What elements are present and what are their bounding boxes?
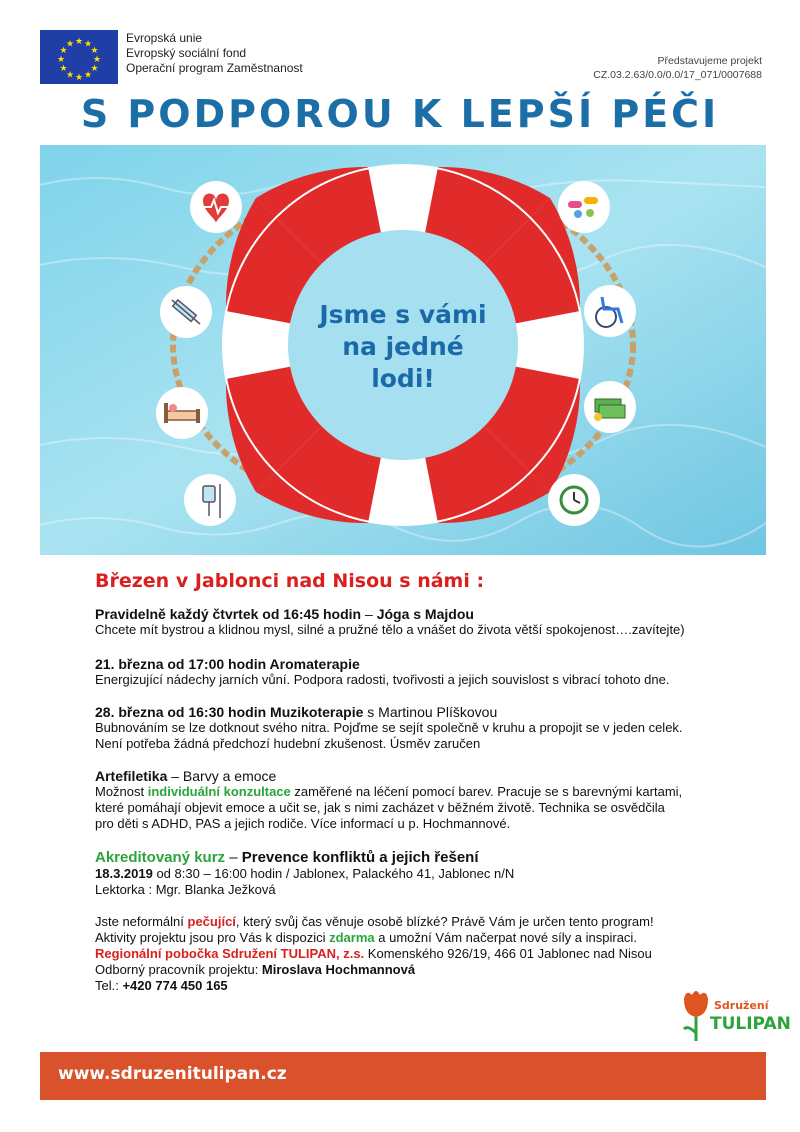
event-course: Akreditovaný kurz – Prevence konfliktů a jejich řešení 18.3.2019 od 8:30 – 16:00 hodin / Jablonex, Palackého 41, Jablonec n/N Lektorka : Mgr. Blanka Ježková (95, 850, 735, 898)
closing-info (95, 914, 735, 994)
aroma-text: Energizující nádechy jarních vůní. Podpora radosti, tvořivosti a jejich souvislost s vibrací tohoto dne. (95, 672, 670, 687)
course-lecturer: Lektorka : Mgr. Blanka Ježková (95, 882, 276, 897)
svg-text:★: ★ (92, 55, 102, 65)
eu-funding-text (126, 31, 303, 76)
music-text-1: Bubnováním se lze dotknout svého nitra. Pojďme se sejít společně v kruhu a propojit se v jeden celek. (95, 720, 683, 735)
svg-text:★: ★ (74, 37, 84, 47)
closing-line-4: Odborný pracovník projektu: Miroslava Hochmannová (95, 962, 416, 977)
main-title: S PODPOROU K LEPŠÍ PÉČI (80, 92, 720, 136)
wheelchair-icon (584, 285, 636, 337)
section-title: Březen v Jablonci nad Nisou s námi : (95, 570, 485, 592)
logo-line-1: Sdružení (714, 999, 769, 1012)
eu-line-1: Evropská unie (126, 31, 203, 45)
hero-slogan-line-3: lodi! (371, 364, 435, 393)
yoga-name: Jóga s Majdou (376, 606, 474, 622)
course-label: Akreditovaný kurz (95, 849, 226, 866)
hero-slogan-line-1: Jsme s vámi (319, 300, 487, 329)
eu-flag-logo (40, 30, 118, 84)
svg-text:★: ★ (59, 64, 68, 74)
eu-line-3: Operační program Zaměstnanost (126, 61, 303, 75)
tulipan-logo (680, 985, 791, 1045)
closing-line-1: Jste neformální pečující, který svůj čas věnuje osobě blízké? Právě Vám je určen tento program! (95, 914, 654, 929)
pills-icon (558, 181, 610, 233)
event-aromatherapy (95, 656, 735, 688)
footer-bar (40, 1052, 766, 1100)
closing-line-5: Tel.: +420 774 450 165 (95, 978, 228, 993)
hero-illustration (40, 145, 766, 555)
hero-slogan-line-2: na jedné (342, 332, 464, 361)
alarm-clock-icon (548, 474, 600, 526)
art-text-2: které pomáhají objevit emoce a učit se, jak s nimi zacházet v běžném životě. Technika se osvědčila (95, 800, 665, 815)
svg-text:★: ★ (83, 70, 93, 81)
syringe-icon (160, 286, 212, 338)
course-title: Prevence konfliktů a jejich řešení (241, 849, 479, 866)
bed-icon (156, 387, 208, 439)
art-heading-rest: – Barvy a emoce (167, 768, 277, 784)
footer-url-link[interactable]: www.sdruzenitulipan.cz (58, 1064, 287, 1084)
svg-text:★: ★ (65, 39, 75, 50)
svg-text:★: ★ (90, 64, 99, 74)
project-info (593, 54, 762, 82)
money-icon (584, 381, 636, 433)
event-artefiletika (95, 768, 735, 832)
art-text-1: Možnost individuální konzultace zaměřené na léčení pomocí barev. Pracuje se s barevnými kartami, (95, 784, 683, 799)
svg-text:★: ★ (59, 46, 68, 56)
yoga-dash: – (361, 606, 377, 622)
svg-text:★: ★ (56, 55, 66, 65)
iv-drip-icon (184, 474, 236, 526)
event-music-therapy (95, 704, 735, 752)
project-intro: Představujeme projekt (657, 55, 762, 67)
eu-line-2: Evropský sociální fond (126, 46, 247, 60)
svg-text:★: ★ (65, 70, 75, 81)
aroma-heading: 21. března od 17:00 hodin Aromaterapie (95, 656, 360, 672)
music-text-2: Není potřeba žádná předchozí hudební zkušenost. Úsměv zaručen (95, 736, 481, 751)
event-yoga (95, 606, 735, 638)
music-heading: 28. března od 16:30 hodin Muzikoterapie (95, 704, 364, 720)
yoga-text: Chcete mít bystrou a klidnou mysl, silné a pružné tělo a vnášet do života větší spokojenost….zavítejte) (95, 622, 685, 637)
art-text-3: pro děti s ADHD, PAS a jejich rodiče. Více informací u p. Hochmannové. (95, 816, 511, 831)
music-heading-rest: s Martinou Plíškovou (363, 704, 498, 720)
svg-text:★: ★ (74, 73, 84, 83)
project-code: CZ.03.2.63/0.0/0.0/17_071/0007688 (593, 69, 762, 81)
art-heading: Artefiletika (95, 768, 168, 784)
closing-line-2: Aktivity projektu jsou pro Vás k dispozici zdarma a umožní Vám načerpat nové síly a inspiraci. (95, 930, 637, 945)
closing-line-3: Regionální pobočka Sdružení TULIPAN, z.s. Komenského 926/19, 466 01 Jablonec nad Nisou (95, 946, 652, 961)
art-highlight: individuální konzultace (147, 784, 291, 799)
svg-text:★: ★ (90, 46, 99, 56)
yoga-heading: Pravidelně každý čtvrtek od 16:45 hodin (95, 606, 362, 622)
tulip-icon (684, 991, 708, 1017)
course-date-line: 18.3.2019 od 8:30 – 16:00 hodin / Jablonex, Palackého 41, Jablonec n/N (95, 866, 515, 881)
logo-line-2: TULIPAN (710, 1014, 791, 1034)
svg-text:★: ★ (83, 39, 93, 50)
heart-monitor-icon (190, 181, 242, 233)
